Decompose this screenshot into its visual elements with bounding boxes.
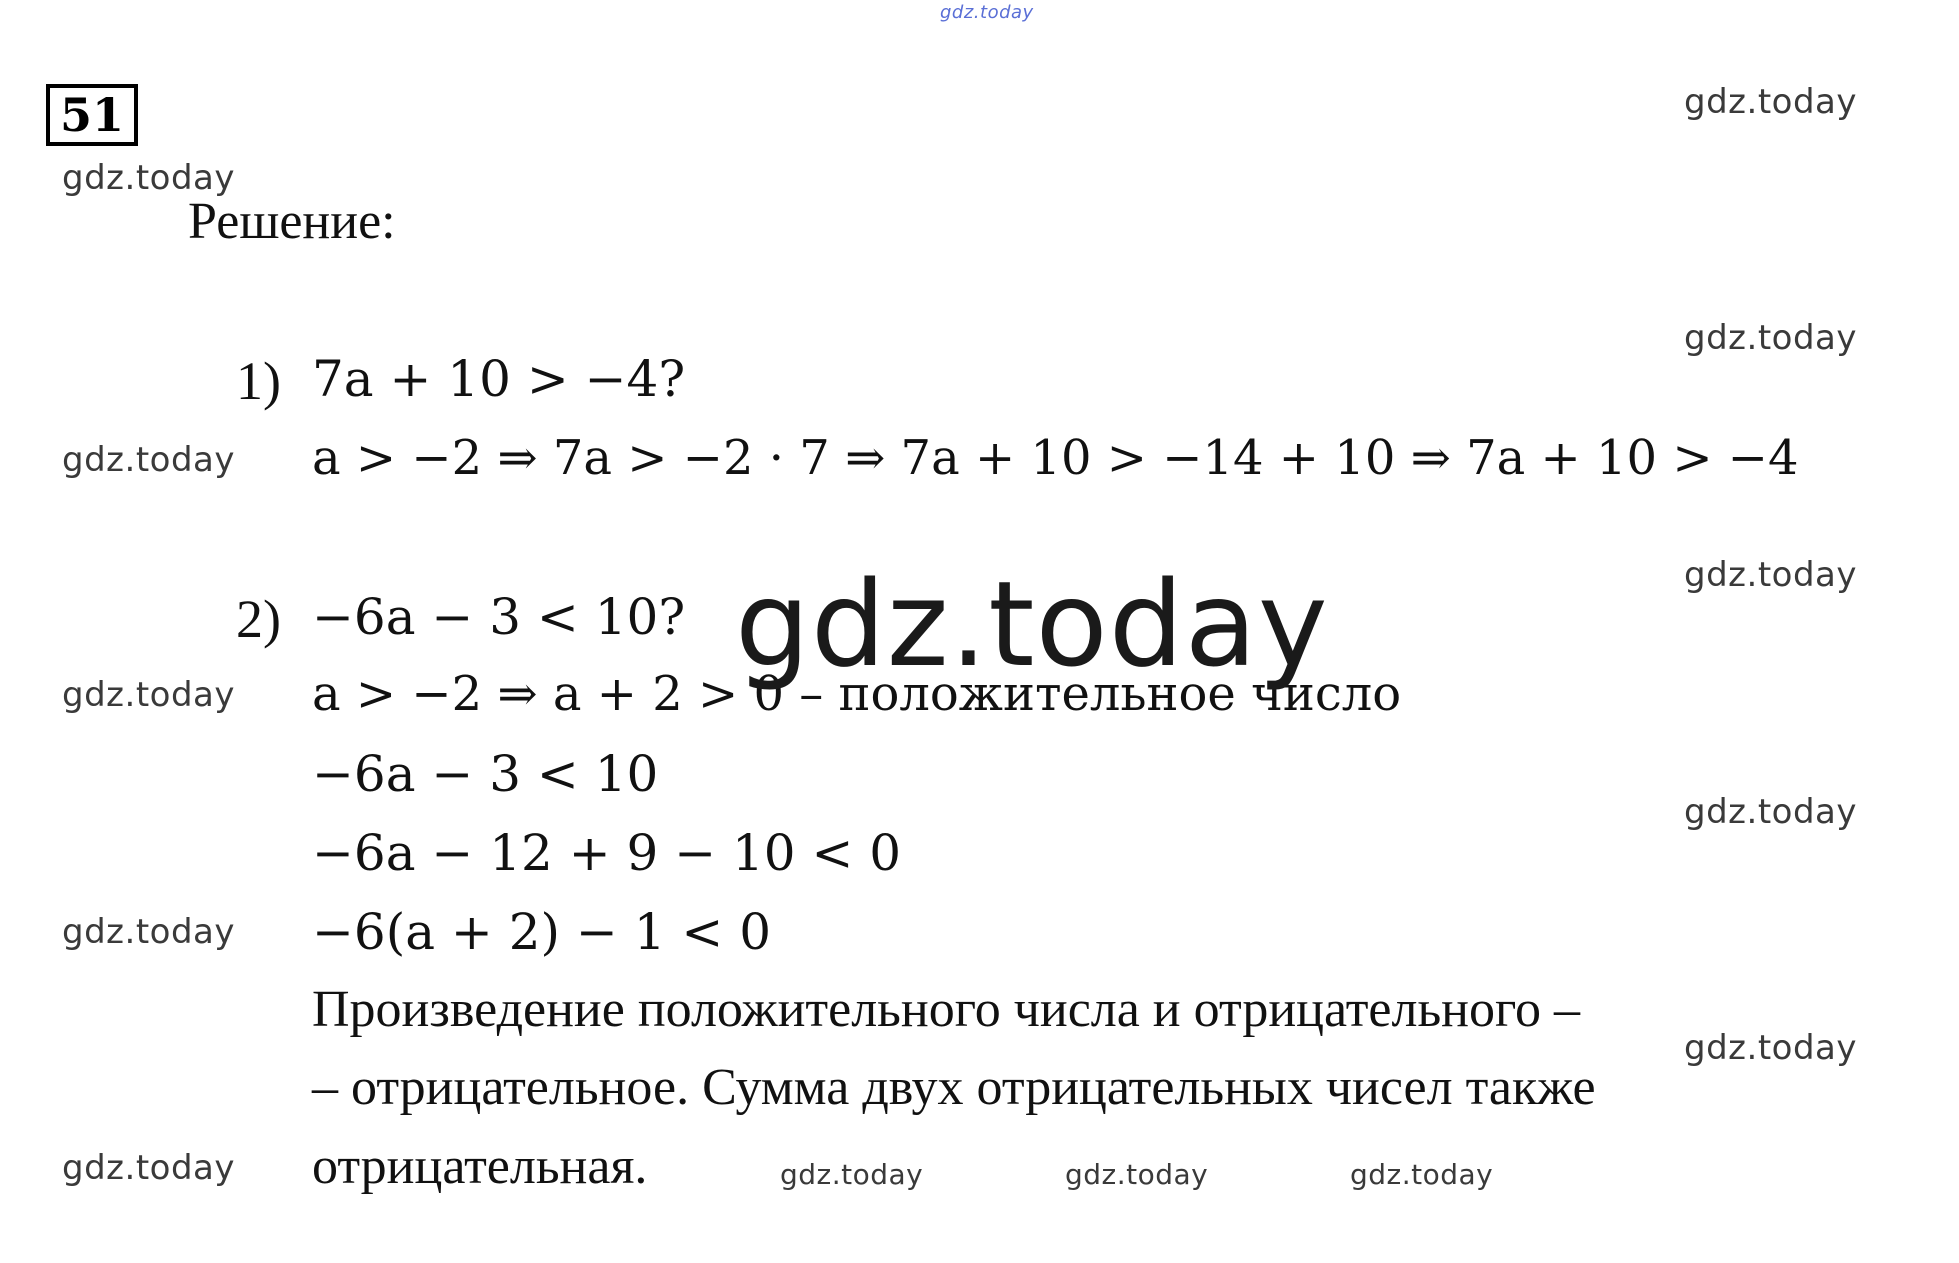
watermark-left-2: gdz.today bbox=[62, 440, 235, 480]
part2-step4: −6(a + 2) − 1 < 0 bbox=[312, 903, 772, 961]
watermark-right-5: gdz.today bbox=[1684, 1028, 1857, 1068]
part2-label: 2) bbox=[236, 589, 281, 649]
conclusion-line-2: – отрицательное. Сумма двух отрицательных чисел также bbox=[312, 1059, 1596, 1116]
watermark-bottom-3: gdz.today bbox=[1350, 1158, 1494, 1191]
part1-reasoning: a > −2 ⇒ 7a > −2 · 7 ⇒ 7a + 10 > −14 + 10 ⇒ 7a + 10 > −4 bbox=[312, 430, 1799, 486]
watermark-top: gdz.today bbox=[940, 2, 1034, 23]
part2-step2: −6a − 3 < 10 bbox=[312, 745, 659, 803]
watermark-large: gdz.today bbox=[735, 555, 1329, 693]
conclusion-line-1: Произведение положительного числа и отрицательного – bbox=[312, 981, 1581, 1038]
problem-number: 51 bbox=[46, 84, 138, 146]
part1-question: 7a + 10 > −4? bbox=[312, 350, 686, 408]
watermark-right-3: gdz.today bbox=[1684, 555, 1857, 595]
watermark-left-1: gdz.today bbox=[62, 158, 235, 198]
part2-question: −6a − 3 < 10? bbox=[312, 588, 686, 646]
conclusion-line-3: отрицательная. bbox=[312, 1138, 648, 1195]
watermark-right-1: gdz.today bbox=[1684, 82, 1857, 122]
part2-step3: −6a − 12 + 9 − 10 < 0 bbox=[312, 824, 902, 882]
watermark-right-4: gdz.today bbox=[1684, 792, 1857, 832]
watermark-bottom-2: gdz.today bbox=[1065, 1158, 1209, 1191]
watermark-left-4: gdz.today bbox=[62, 912, 235, 952]
watermark-left-3: gdz.today bbox=[62, 675, 235, 715]
watermark-right-2: gdz.today bbox=[1684, 318, 1857, 358]
part1-label: 1) bbox=[236, 351, 281, 411]
part2-step1: a > −2 ⇒ a + 2 > 0 – положительное число bbox=[312, 666, 1402, 722]
watermark-left-5: gdz.today bbox=[62, 1148, 235, 1188]
solution-heading: Решение: bbox=[188, 193, 396, 250]
watermark-bottom-1: gdz.today bbox=[780, 1158, 924, 1191]
